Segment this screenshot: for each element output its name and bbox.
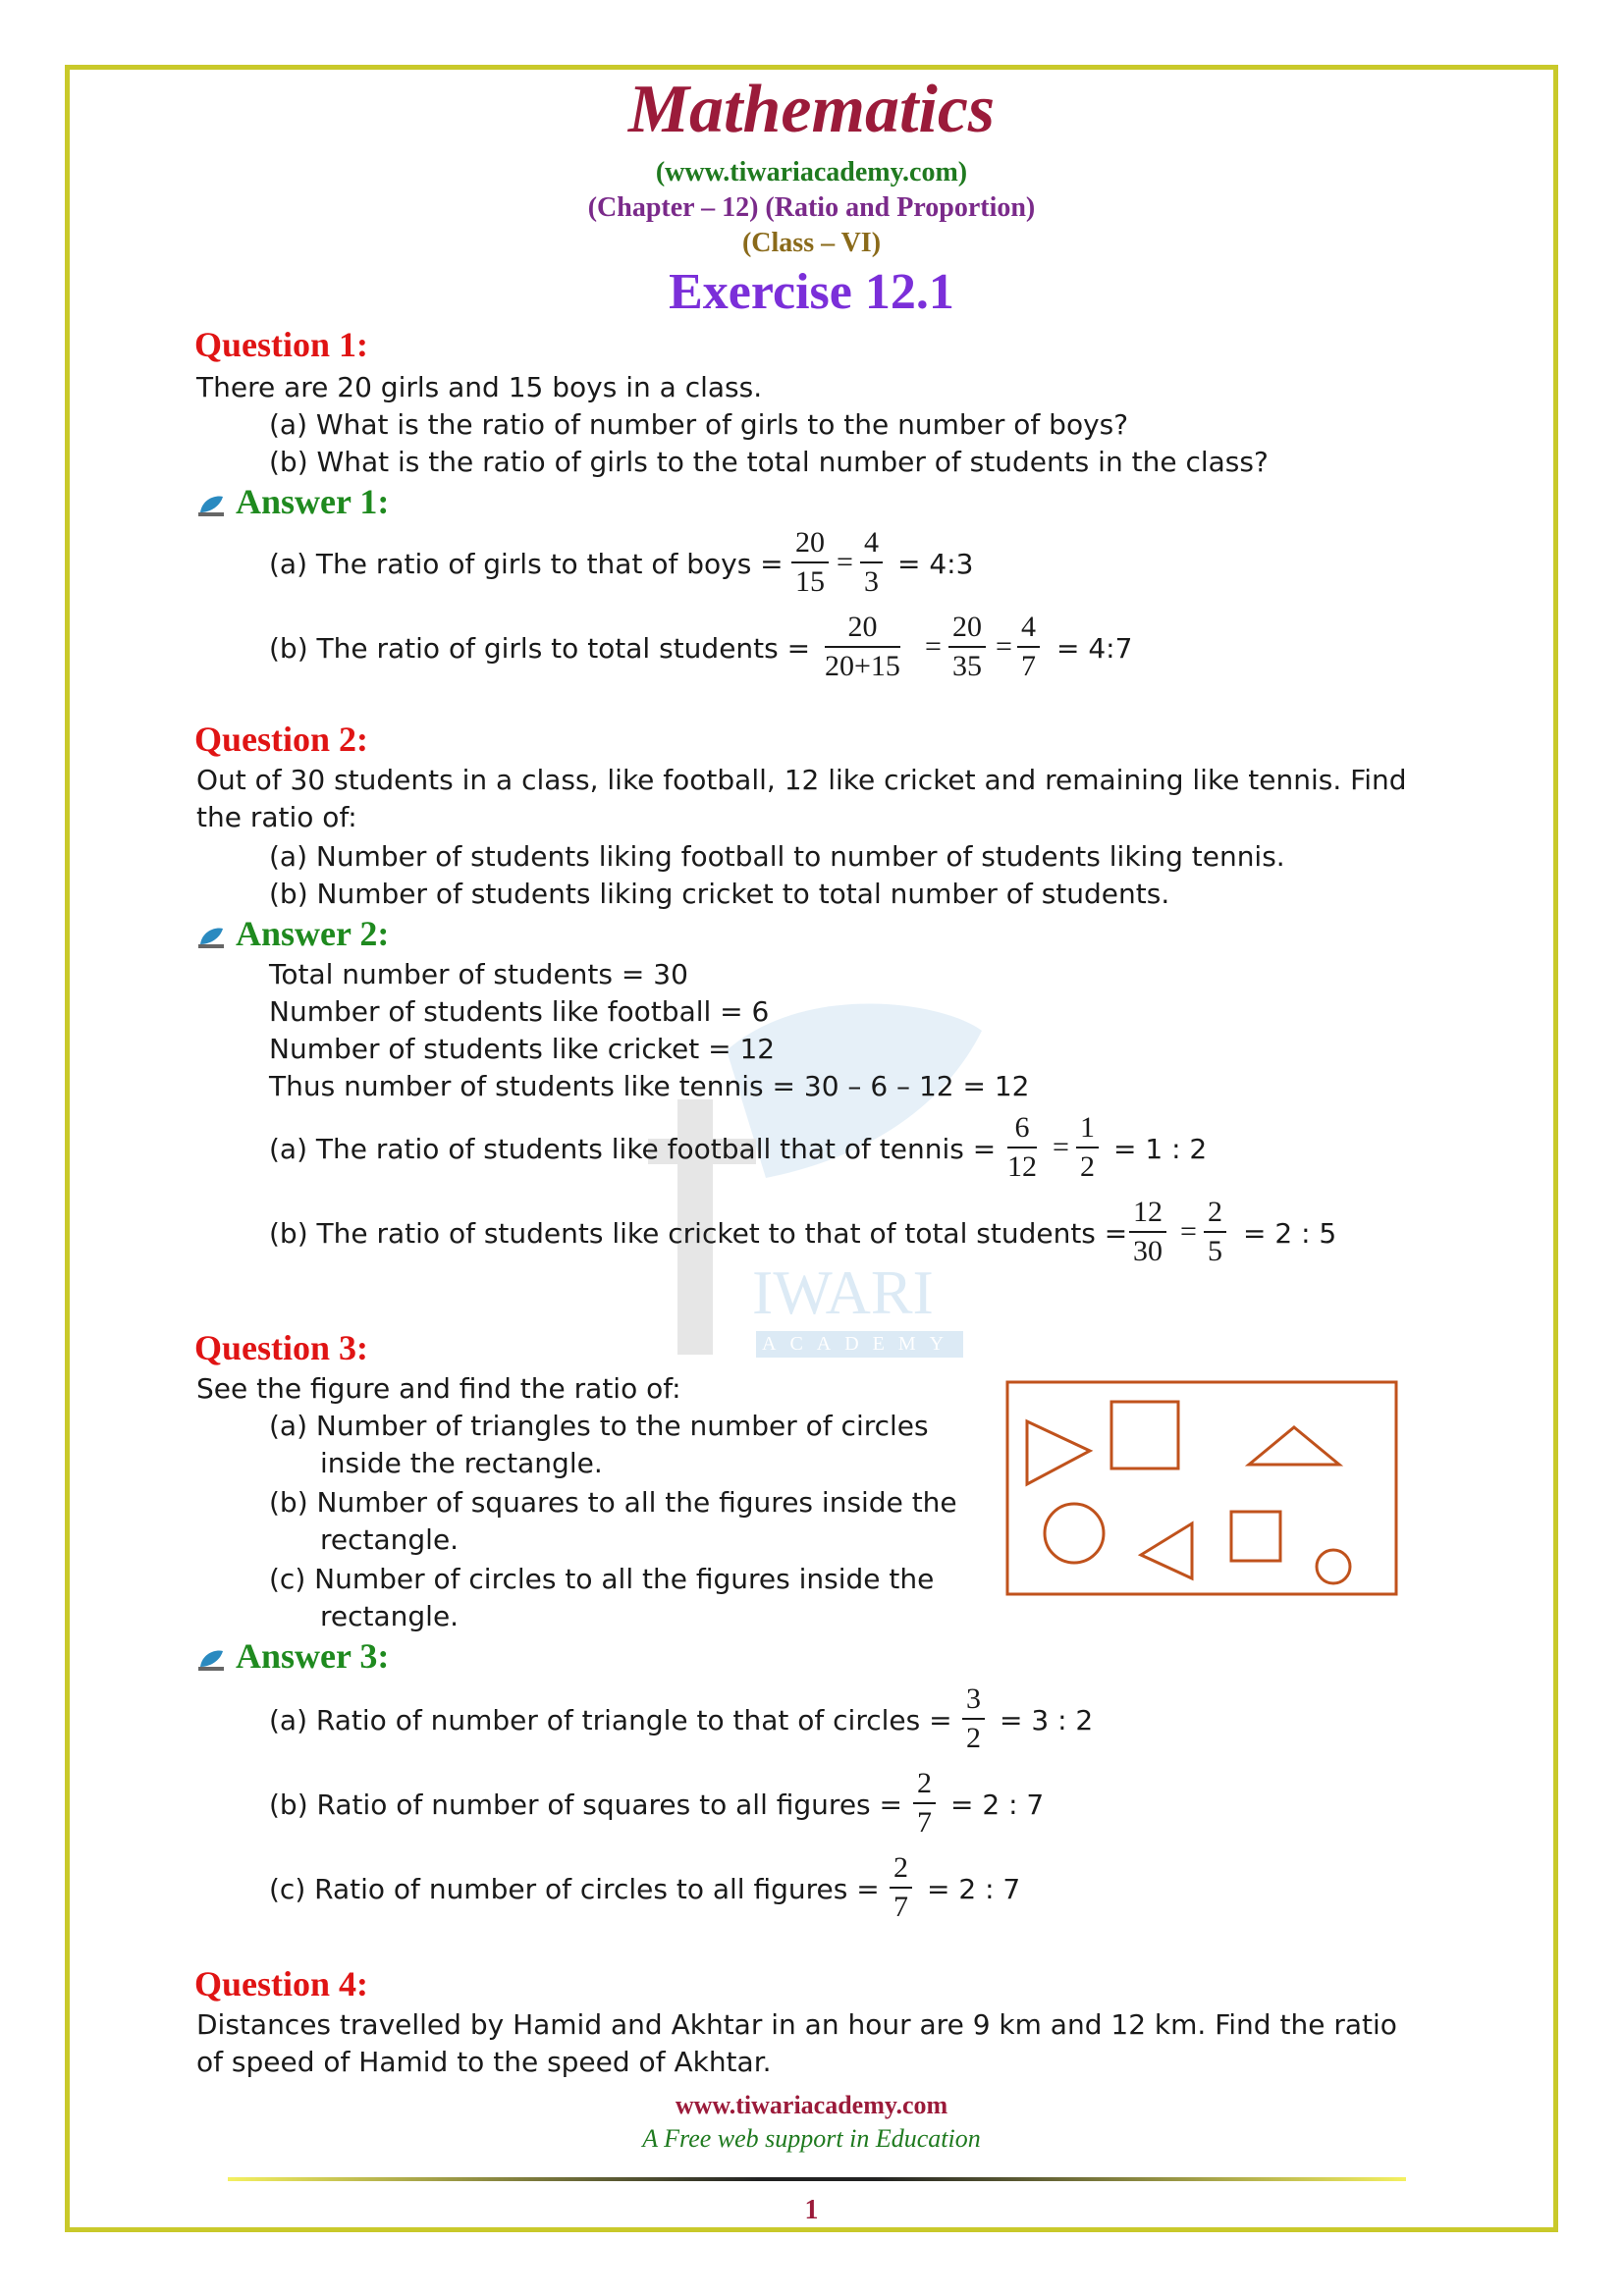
fraction	[1076, 1109, 1099, 1186]
question-2-part-a: (a) Number of students liking football to number of students liking tennis.	[269, 840, 1285, 873]
answer-3-b-result: = 2 : 7	[950, 1789, 1045, 1821]
triangle-shape	[1027, 1421, 1090, 1484]
answer-3-c-result: = 2 : 7	[927, 1873, 1021, 1905]
question-2-part-b: (b) Number of students liking cricket to total number of students.	[269, 878, 1170, 910]
equals-sign: =	[925, 630, 942, 663]
fraction	[1129, 1194, 1166, 1270]
fraction	[962, 1681, 985, 1757]
denominator: 35	[952, 650, 982, 682]
answer-icon	[196, 1647, 226, 1673]
equals-sign: =	[837, 546, 853, 578]
numerator: 2	[1204, 1194, 1226, 1233]
question-3-part-a-cont: inside the rectangle.	[320, 1447, 603, 1479]
question-3-part-b-cont: rectangle.	[320, 1523, 460, 1556]
question-3-part-a: (a) Number of triangles to the number of circles	[269, 1410, 929, 1442]
answer-2-line: Total number of students = 30	[269, 958, 688, 990]
question-1-text: There are 20 girls and 15 boys in a class.	[196, 371, 763, 403]
question-3-part-b: (b) Number of squares to all the figures inside the	[269, 1486, 957, 1519]
answer-2-b-result: = 2 : 5	[1243, 1217, 1337, 1250]
denominator: 15	[795, 565, 825, 598]
question-3-part-c-cont: rectangle.	[320, 1600, 460, 1632]
numerator: 12	[1129, 1194, 1166, 1233]
answer-1-a-result: = 4:3	[897, 548, 974, 580]
answer-3-b-label: (b) Ratio of number of squares to all figures =	[269, 1789, 902, 1821]
fraction	[1007, 1109, 1037, 1186]
denominator: 3	[864, 565, 879, 598]
watermark-word: IWARI	[752, 1257, 934, 1327]
answer-2-line: Number of students like cricket = 12	[269, 1033, 776, 1065]
circle-shape	[1045, 1504, 1104, 1563]
question-3-heading: Question 3:	[194, 1328, 369, 1367]
header-site: (www.tiwariacademy.com)	[655, 157, 968, 187]
numerator: 4	[860, 524, 883, 563]
question-2-text: Out of 30 students in a class, like football, 12 like cricket and remaining like tennis. Find	[196, 764, 1407, 796]
numerator: 20	[791, 524, 829, 563]
denominator: 7	[1021, 650, 1036, 682]
fraction	[791, 524, 829, 601]
answer-3-a-label: (a) Ratio of number of triangle to that of circles =	[269, 1704, 952, 1736]
numerator: 3	[962, 1681, 985, 1720]
footer-site[interactable]: www.tiwariacademy.com	[675, 2091, 948, 2119]
denominator: 20+15	[825, 650, 900, 682]
shapes-figure	[1003, 1378, 1402, 1600]
answer-2-heading: Answer 2:	[236, 914, 390, 953]
circle-shape	[1317, 1550, 1350, 1583]
footer-tagline: A Free web support in Education	[642, 2124, 981, 2153]
numerator: 1	[1076, 1109, 1099, 1148]
exercise-title: Exercise 12.1	[669, 264, 954, 320]
page-title: Mathematics	[627, 72, 996, 147]
answer-icon	[196, 925, 226, 950]
answer-2-line: Thus number of students like tennis = 30 – 6 – 12 = 12	[269, 1070, 1030, 1102]
numerator: 4	[1017, 609, 1040, 648]
answer-2-line: Number of students like football = 6	[269, 995, 770, 1028]
question-1-part-b: (b) What is the ratio of girls to the total number of students in the class?	[269, 446, 1269, 478]
answer-1-b-result: = 4:7	[1056, 632, 1133, 665]
triangle-shape	[1141, 1523, 1192, 1578]
question-4-text-cont: of speed of Hamid to the speed of Akhtar.	[196, 2046, 772, 2078]
answer-2-a-label: (a) The ratio of students like football that of tennis =	[269, 1133, 997, 1165]
numerator: 6	[1007, 1109, 1037, 1148]
fraction	[890, 1849, 912, 1926]
answer-1-b-label: (b) The ratio of girls to total students =	[269, 632, 811, 665]
numerator: 2	[913, 1765, 936, 1804]
question-1-heading: Question 1:	[194, 325, 369, 364]
question-4-text: Distances travelled by Hamid and Akhtar in an hour are 9 km and 12 km. Find the ratio	[196, 2008, 1397, 2041]
equals-sign: =	[996, 630, 1012, 663]
header-class: (Class – VI)	[741, 228, 882, 258]
fraction	[860, 524, 883, 601]
answer-2-a-result: = 1 : 2	[1113, 1133, 1208, 1165]
answer-3-c-label: (c) Ratio of number of circles to all figures =	[269, 1873, 880, 1905]
denominator: 2	[1080, 1150, 1095, 1183]
denominator: 7	[917, 1806, 932, 1839]
fraction	[825, 609, 900, 685]
question-4-heading: Question 4:	[194, 1964, 369, 2003]
question-3-text: See the figure and find the ratio of:	[196, 1372, 681, 1405]
answer-1-heading: Answer 1:	[236, 482, 390, 521]
numerator: 20	[825, 609, 900, 648]
equals-sign: =	[1180, 1215, 1197, 1248]
equals-sign: =	[1053, 1131, 1069, 1163]
fraction	[1017, 609, 1040, 685]
answer-1-a-label: (a) The ratio of girls to that of boys =	[269, 548, 784, 580]
answer-icon	[196, 493, 226, 518]
watermark-subword: ACADEMY	[756, 1331, 963, 1358]
denominator: 12	[1007, 1150, 1037, 1183]
square-shape	[1231, 1512, 1280, 1561]
fraction	[1204, 1194, 1226, 1270]
header-chapter: (Chapter – 12) (Ratio and Proportion)	[587, 192, 1036, 223]
page-number: 1	[804, 2195, 819, 2225]
numerator: 20	[948, 609, 986, 648]
answer-2-b-label: (b) The ratio of students like cricket to that of total students =	[269, 1217, 1128, 1250]
fraction	[948, 609, 986, 685]
numerator: 2	[890, 1849, 912, 1889]
answer-3-heading: Answer 3:	[236, 1636, 390, 1676]
fraction	[913, 1765, 936, 1842]
answer-3-a-result: = 3 : 2	[1000, 1704, 1094, 1736]
denominator: 2	[966, 1722, 981, 1754]
question-2-heading: Question 2:	[194, 720, 369, 759]
question-2-text-cont: the ratio of:	[196, 801, 357, 833]
denominator: 7	[893, 1891, 908, 1923]
question-1-part-a: (a) What is the ratio of number of girls to the number of boys?	[269, 408, 1129, 441]
question-3-part-c: (c) Number of circles to all the figures inside the	[269, 1563, 935, 1595]
denominator: 5	[1208, 1235, 1222, 1267]
denominator: 30	[1133, 1235, 1163, 1267]
footer-divider	[228, 2177, 1406, 2181]
square-shape	[1111, 1402, 1178, 1468]
triangle-shape	[1249, 1427, 1339, 1465]
